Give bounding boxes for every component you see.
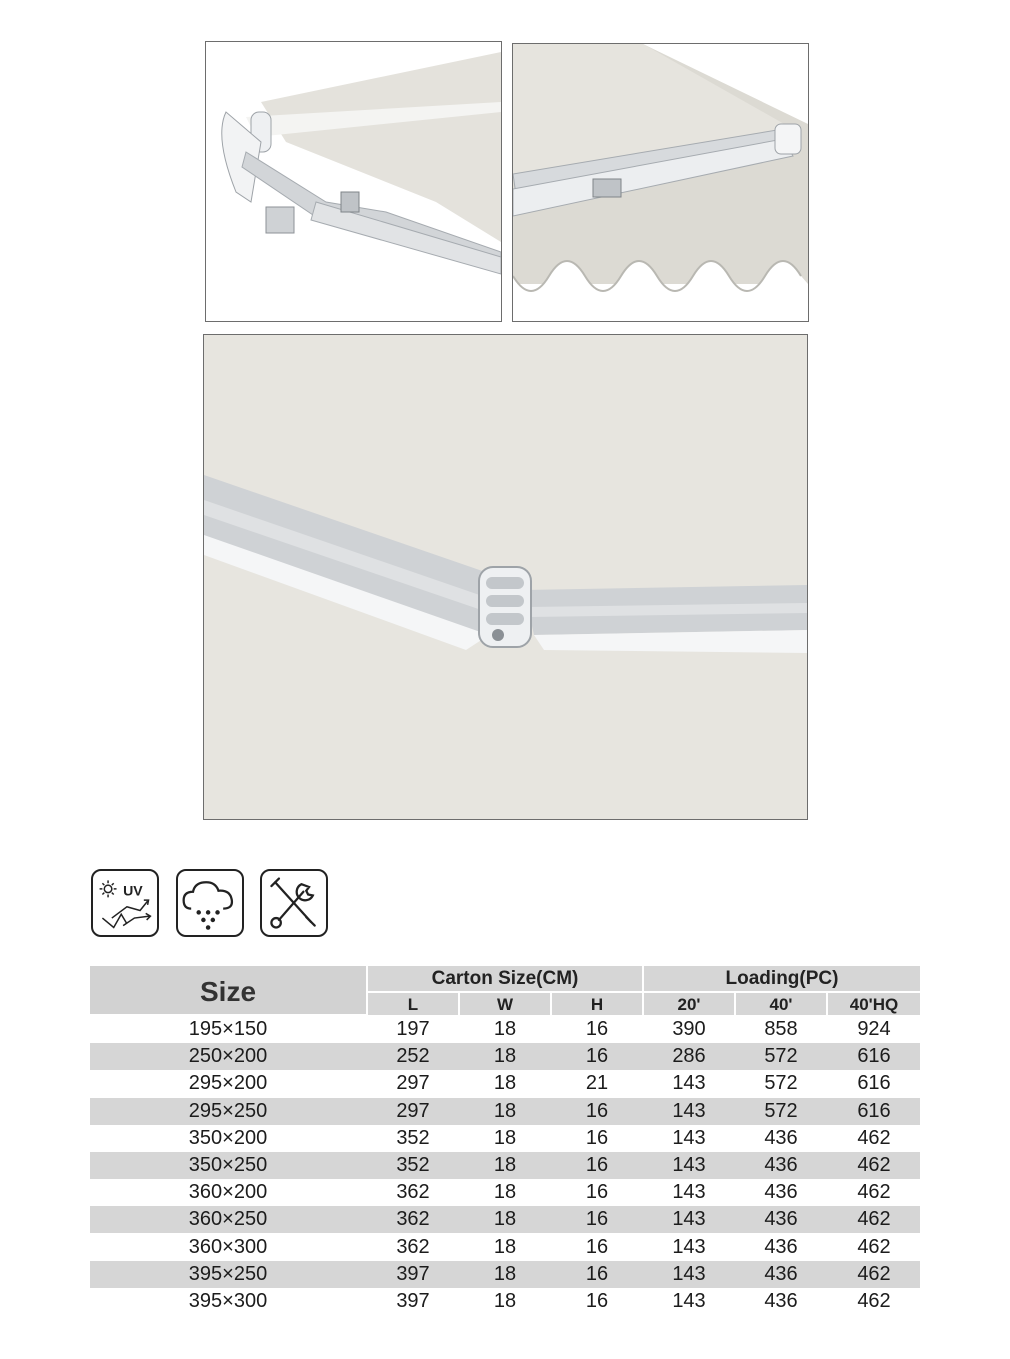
- carton-h-header: H: [552, 993, 642, 1015]
- loading-40-cell: 436: [764, 1181, 798, 1204]
- loading-40-cell: 572: [764, 1045, 798, 1068]
- carton-w-cell: 18: [493, 1099, 517, 1122]
- carton-l-cell: 297: [396, 1099, 430, 1122]
- carton-l-cell: 397: [396, 1290, 430, 1312]
- loading-40-cell: 436: [764, 1262, 798, 1285]
- loading-20-cell: 143: [672, 1181, 706, 1204]
- carton-l-cell: 297: [396, 1072, 430, 1095]
- carton-h-cell: 16: [585, 1126, 609, 1149]
- carton-h-cell: 16: [585, 1290, 609, 1312]
- loading-40hq-cell: 924: [857, 1018, 891, 1040]
- carton-w-header: W: [460, 993, 550, 1015]
- loading-40hq-cell: 462: [857, 1154, 891, 1176]
- table-row: [90, 1152, 920, 1179]
- loading-header: Loading(PC): [644, 966, 920, 991]
- table-row: [90, 1234, 920, 1261]
- loading-40-cell: 436: [764, 1235, 798, 1258]
- loading-40hq-cell: 462: [857, 1126, 891, 1149]
- carton-l-cell: 197: [396, 1018, 430, 1040]
- size-cell: 350×200: [188, 1126, 268, 1149]
- carton-l-cell: 362: [396, 1208, 430, 1231]
- carton-size-header: Carton Size(CM): [368, 966, 642, 991]
- carton-w-cell: 18: [493, 1290, 517, 1312]
- table-row: [90, 1070, 920, 1097]
- loading-40-cell: 436: [764, 1208, 798, 1231]
- carton-l-cell: 352: [396, 1154, 430, 1176]
- awning-side-view-photo: [205, 41, 502, 322]
- carton-w-cell: 18: [493, 1072, 517, 1095]
- carton-h-cell: 16: [585, 1154, 609, 1176]
- loading-40-cell: 858: [764, 1018, 798, 1040]
- loading-40-cell: 436: [764, 1154, 798, 1176]
- carton-h-cell: 16: [585, 1262, 609, 1285]
- carton-h-cell: 16: [585, 1018, 609, 1040]
- tools-installation-icon: [260, 869, 328, 937]
- size-header: Size: [90, 966, 366, 1014]
- loading-40hq-cell: 616: [857, 1072, 891, 1095]
- carton-w-cell: 18: [493, 1126, 517, 1149]
- carton-l-cell: 397: [396, 1262, 430, 1285]
- carton-h-cell: 16: [585, 1045, 609, 1068]
- arm-joint-closeup-photo: [203, 334, 808, 820]
- loading-20-cell: 286: [672, 1045, 706, 1068]
- size-cell: 360×300: [188, 1235, 268, 1258]
- loading-40hq-cell: 616: [857, 1099, 891, 1122]
- loading-40hq-cell: 462: [857, 1235, 891, 1258]
- loading-20-cell: 143: [672, 1126, 706, 1149]
- table-row: [90, 1261, 920, 1288]
- loading-20-cell: 143: [672, 1262, 706, 1285]
- carton-l-cell: 362: [396, 1235, 430, 1258]
- table-row: [90, 1098, 920, 1125]
- loading-40hq-cell: 462: [857, 1262, 891, 1285]
- table-row: [90, 1179, 920, 1206]
- size-cell: 250×200: [188, 1045, 268, 1068]
- loading-20-cell: 143: [672, 1072, 706, 1095]
- size-cell: 295×200: [188, 1072, 268, 1095]
- carton-h-cell: 21: [585, 1072, 609, 1095]
- loading-40-header: 40': [736, 993, 826, 1015]
- carton-l-header: L: [368, 993, 458, 1015]
- size-cell: 350×250: [188, 1154, 268, 1176]
- size-cell: 395×250: [188, 1262, 268, 1285]
- loading-40hq-header: 40'HQ: [828, 993, 920, 1015]
- carton-w-cell: 18: [493, 1208, 517, 1231]
- table-row: [90, 1125, 920, 1152]
- carton-w-cell: 18: [493, 1018, 517, 1040]
- size-cell: 195×150: [188, 1018, 268, 1040]
- loading-20-header: 20': [644, 993, 734, 1015]
- carton-h-cell: 16: [585, 1099, 609, 1122]
- table-row: [90, 1206, 920, 1233]
- carton-h-cell: 16: [585, 1181, 609, 1204]
- carton-w-cell: 18: [493, 1235, 517, 1258]
- carton-w-cell: 18: [493, 1045, 517, 1068]
- loading-20-cell: 143: [672, 1290, 706, 1312]
- waterproof-cloud-rain-icon: [176, 869, 244, 937]
- carton-w-cell: 18: [493, 1154, 517, 1176]
- table-row: [90, 1016, 920, 1043]
- loading-20-cell: 143: [672, 1208, 706, 1231]
- loading-40-cell: 436: [764, 1290, 798, 1312]
- loading-40-cell: 572: [764, 1099, 798, 1122]
- carton-l-cell: 252: [396, 1045, 430, 1068]
- table-row: [90, 1288, 920, 1315]
- loading-40hq-cell: 462: [857, 1181, 891, 1204]
- loading-20-cell: 143: [672, 1235, 706, 1258]
- size-cell: 360×250: [188, 1208, 268, 1231]
- carton-w-cell: 18: [493, 1181, 517, 1204]
- loading-40hq-cell: 616: [857, 1045, 891, 1068]
- size-cell: 360×200: [188, 1181, 268, 1204]
- size-cell: 395×300: [188, 1290, 268, 1312]
- loading-20-cell: 143: [672, 1099, 706, 1122]
- carton-h-cell: 16: [585, 1208, 609, 1231]
- uv-protection-icon: [91, 869, 159, 937]
- awning-front-bar-photo: [512, 43, 809, 322]
- size-cell: 295×250: [188, 1099, 268, 1122]
- carton-l-cell: 352: [396, 1126, 430, 1149]
- carton-h-cell: 16: [585, 1235, 609, 1258]
- carton-l-cell: 362: [396, 1181, 430, 1204]
- loading-40-cell: 436: [764, 1126, 798, 1149]
- loading-20-cell: 390: [672, 1018, 706, 1040]
- carton-w-cell: 18: [493, 1262, 517, 1285]
- loading-20-cell: 143: [672, 1154, 706, 1176]
- loading-40hq-cell: 462: [857, 1290, 891, 1312]
- loading-40-cell: 572: [764, 1072, 798, 1095]
- table-row: [90, 1043, 920, 1070]
- loading-40hq-cell: 462: [857, 1208, 891, 1231]
- uv-label: UV: [123, 882, 143, 899]
